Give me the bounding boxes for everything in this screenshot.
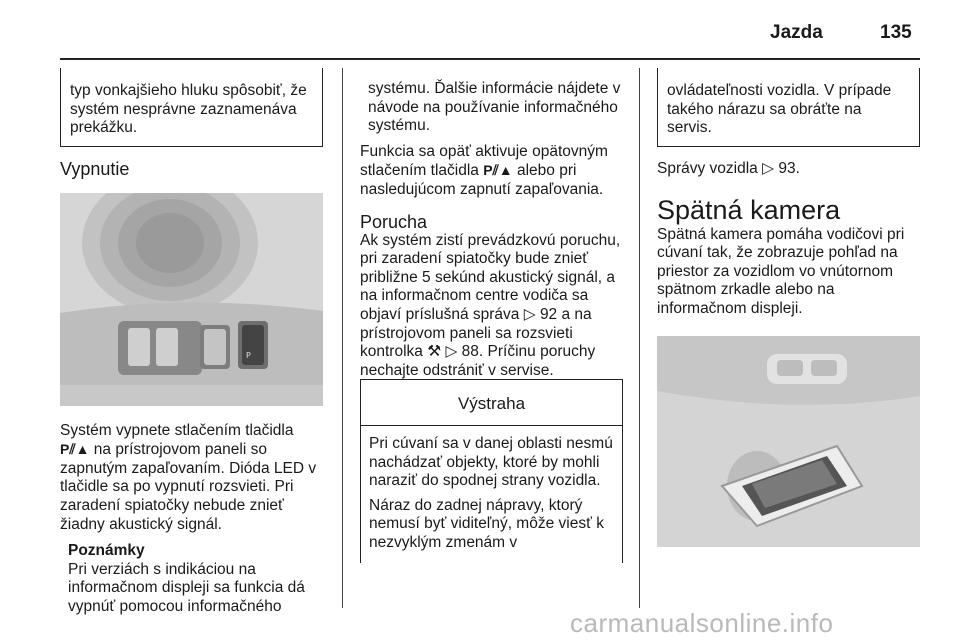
vehicle-messages-page: 93. (778, 160, 800, 177)
section-heading-vypnutie: Vypnutie (60, 159, 130, 179)
vehicle-messages-text: Správy vozidla (657, 160, 758, 177)
note-continuation-text: typ vonkajšieho hluku spôsobiť, že systém nesprávne zaznamenáva prekážku. (70, 82, 307, 137)
xref-icon: ▷ (523, 305, 536, 323)
section-heading-porucha: Porucha (360, 211, 428, 232)
svg-text:P: P (246, 350, 251, 360)
reactivate-paragraph (360, 143, 622, 200)
warning-paragraph-2: Náraz do zadnej nápravy, ktorý nemusí byť viditeľný, môže viesť k nezvyklým zmenám v (369, 496, 604, 551)
vehicle-messages-ref (657, 160, 920, 179)
note-continuation: systému. Ďalšie informácie nájdete v návode na používanie informačného systému. (368, 80, 621, 135)
watermark: carmanualsonline.info (570, 608, 834, 638)
fault-ref-1: 92 (539, 305, 558, 323)
park-assist-symbol-2: P (483, 162, 493, 179)
fault-text-a: Ak systém zistí prevádzkovú poruchu, pri zaradení spiatočky bude znieť približne 5 sekúnd akustický signál, a na informačnom centre vodiča sa objaví príslušná správa (360, 231, 621, 323)
camera-intro: Spätná kamera pomáha vodičovi pri cúvaní tak, že zobrazuje pohľad na priestor za vozidlom vo vnútornom spätnom zrkadle alebo na informačnom displeji. (657, 225, 905, 317)
reactivate-text-b: alebo pri nasledujúcom zapnutí zapaľovania. (360, 162, 604, 198)
dashboard-buttons-photo (60, 193, 323, 406)
vypnutie-text-a: Systém vypnete stlačením tlačidla (60, 421, 294, 439)
warning-continuation-text: ovládateľnosti vozidla. V prípade takého nárazu sa obráťte na servis. (667, 82, 892, 137)
vypnutie-paragraph (60, 422, 323, 535)
note-block (60, 542, 323, 616)
warning-title: Výstraha (361, 380, 622, 426)
park-assist-symbol: P (60, 441, 70, 458)
fault-text-b: a na prístrojovom paneli sa rozsvieti kontrolka (360, 305, 592, 361)
rearview-mirror-photo (657, 336, 920, 547)
note-text: Pri verziách s indikáciou na informačnom displeji sa funkcia dá vypnúť pomocou informačného (68, 560, 305, 615)
reactivate-text-a: Funkcia sa opäť aktivuje opätovným stlačením tlačidla (360, 142, 608, 180)
column-2 (360, 80, 622, 380)
column-1 (60, 68, 323, 617)
vypnutie-text-b: na prístrojovom paneli so zapnutým zapaľovaním. Dióda LED v tlačidle sa po vypnutí rozsvieti. Pri zaradení spiatočky nebude znieť žiadny akustický signál. (60, 441, 317, 533)
column-3 (657, 68, 920, 547)
note-title: Poznámky (68, 542, 145, 560)
fault-ref-2: 88. Príčinu poruchy nechajte odstrániť v servise. (360, 343, 596, 379)
warning-continuation-box (657, 68, 920, 147)
warning-body (361, 426, 622, 553)
park-assist-waves-icon-2: ⫽▲ (492, 162, 513, 179)
section-heading-camera: Spätná kamera (657, 194, 841, 225)
xref-icon-3: ▷ (762, 160, 775, 177)
header-title: Jazda (770, 22, 823, 43)
fault-paragraph (360, 232, 622, 381)
xref-icon-2: ▷ (445, 343, 458, 361)
note-continuation-box (60, 68, 323, 147)
wrench-icon: ⚒ (427, 343, 442, 361)
header-rule (60, 58, 920, 60)
warning-box (360, 379, 623, 563)
warning-paragraph-1: Pri cúvaní sa v danej oblasti nesmú nachádzať objekty, ktoré by mohli naraziť do spodnej strany vozidla. (369, 435, 613, 490)
park-assist-waves-icon: ⫽▲ (69, 441, 90, 458)
column-divider-1 (342, 68, 343, 608)
column-divider-2 (639, 68, 640, 608)
page-number: 135 (880, 22, 912, 43)
